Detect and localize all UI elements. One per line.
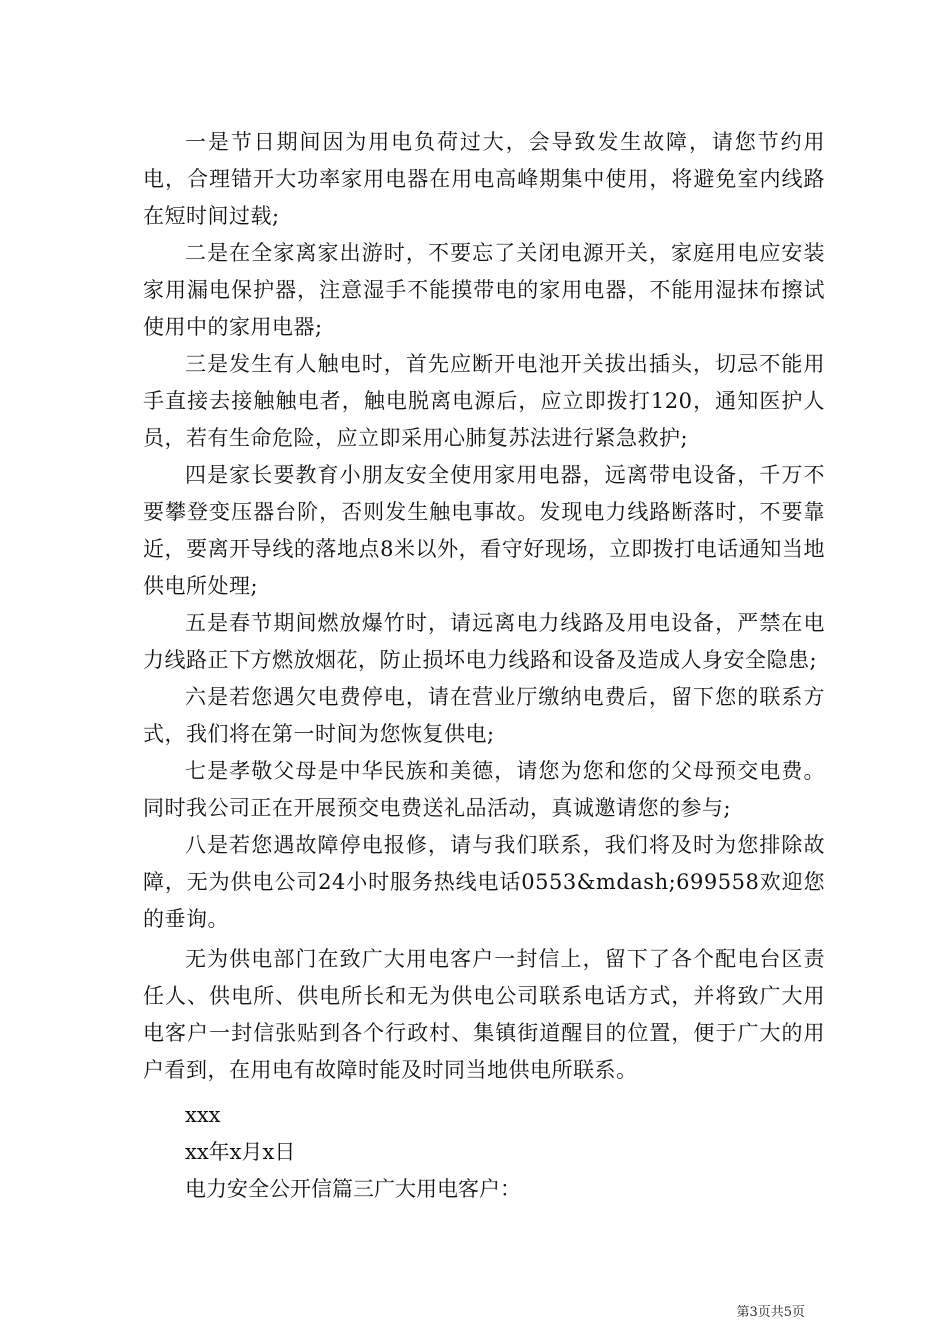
page-number: 第3页共5页	[736, 1305, 805, 1320]
signature-name: xxx	[185, 1103, 221, 1127]
signature-date: xx年x月x日	[185, 1140, 296, 1164]
document-body	[143, 124, 825, 1208]
closing-paragraph: 无为供电部门在致广大用电客户一封信上，留下了各个配电台区责任人、供电所、供电所长和无为供电公司联系电话方式，并将致广大用电客户一封信张贴到各个行政村、集镇街道醒目的位置，便于广大的用户看到，在用电有故障时能及时同当地供电所联系。	[143, 947, 825, 1082]
paragraph-item-8: 八是若您遇故障停电报修，请与我们联系，我们将及时为您排除故障，无为供电公司24小时服务热线电话0553&mdash;699558欢迎您的垂询。	[143, 833, 825, 931]
paragraph-item-6: 六是若您遇欠电费停电，请在营业厅缴纳电费后，留下您的联系方式，我们将在第一时间为您恢复供电;	[143, 685, 825, 746]
next-section-heading: 电力安全公开信篇三广大用电客户：	[185, 1177, 521, 1201]
paragraph-item-2: 二是在全家离家出游时，不要忘了关闭电源开关，家庭用电应安装家用漏电保护器，注意湿手不能摸带电的家用电器，不能用湿抹布擦试使用中的家用电器;	[143, 241, 825, 339]
paragraph-item-1: 一是节日期间因为用电负荷过大，会导致发生故障，请您节约用电，合理错开大功率家用电器在用电高峰期集中使用，将避免室内线路在短时间过载;	[143, 130, 825, 228]
paragraph-item-5: 五是春节期间燃放爆竹时，请远离电力线路及用电设备，严禁在电力线路正下方燃放烟花，防止损坏电力线路和设备及造成人身安全隐患;	[143, 611, 825, 672]
paragraph-item-3: 三是发生有人触电时，首先应断开电池开关拔出插头，切忌不能用手直接去接触触电者，触电脱离电源后，应立即拨打120，通知医护人员，若有生命危险，应立即采用心肺复苏法进行紧急救护;	[143, 352, 825, 450]
paragraph-item-7: 七是孝敬父母是中华民族和美德，请您为您和您的父母预交电费。同时我公司正在开展预交电费送礼品活动，真诚邀请您的参与;	[143, 759, 825, 820]
paragraph-item-4: 四是家长要教育小朋友安全使用家用电器，远离带电设备，千万不要攀登变压器台阶，否则发生触电事故。发现电力线路断落时，不要靠近，要离开导线的落地点8米以外，看守好现场，立即拨打电话通知当地供电所处理;	[143, 463, 825, 598]
